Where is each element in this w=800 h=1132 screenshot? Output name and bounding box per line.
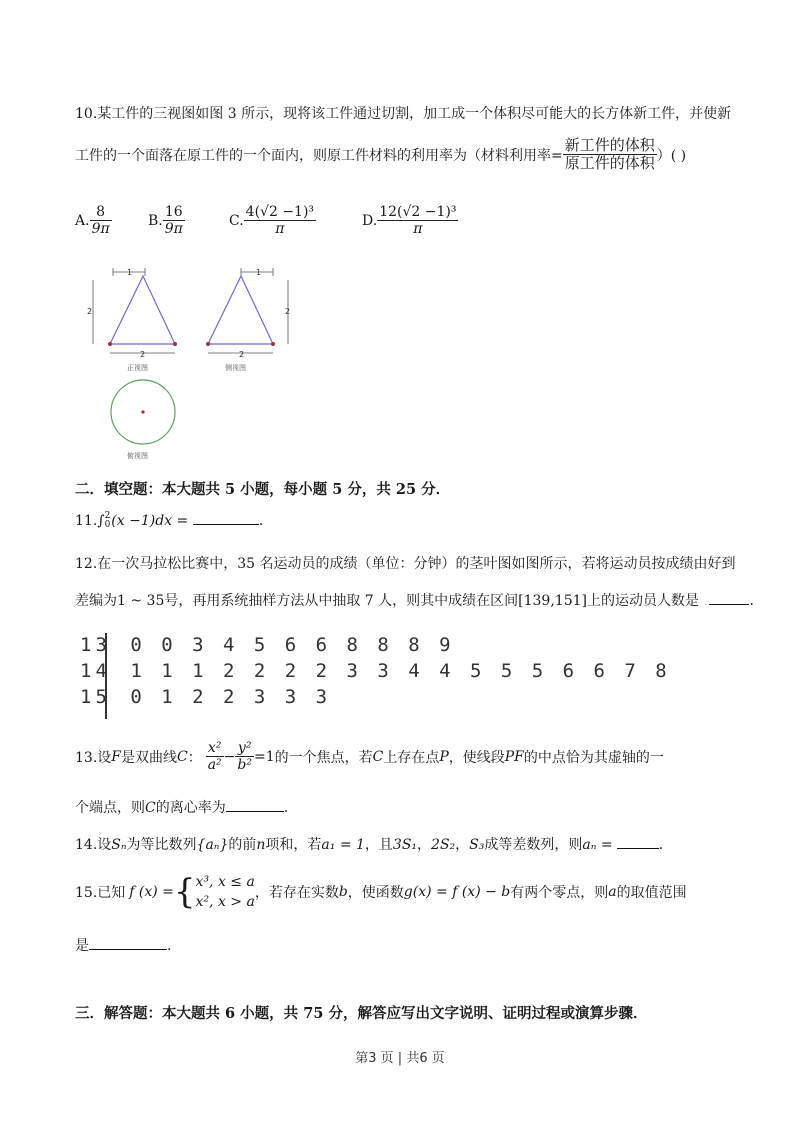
q15-text-4: 有两个零点，则 (510, 885, 609, 901)
option-b-fraction (163, 204, 185, 237)
option-d-den: π (413, 221, 423, 238)
q15-text-5: 的取值范围 (616, 885, 687, 901)
side-dim-base: 2 (239, 350, 245, 359)
q14-an-eq: aₙ = (582, 837, 613, 853)
q15-line2-text: 是 (75, 938, 89, 954)
q15-end: . (167, 938, 172, 954)
top-view-label: 俯视图 (127, 452, 148, 460)
q14-an-set: {aₙ} (196, 837, 229, 853)
q14-S3: S₃ (469, 837, 485, 853)
q13-C: C (176, 748, 188, 765)
q14-Sn: Sₙ (111, 837, 127, 853)
option-b-num: 16 (163, 204, 185, 221)
q13-line2-C: C (145, 800, 156, 816)
q14-text-3: 的前 (228, 837, 257, 853)
side-dim-top: 1 (256, 268, 262, 277)
q13-text-5: ，使线段 (448, 749, 505, 766)
option-d-fraction (377, 204, 458, 237)
q14-text-5: ，且 (364, 837, 393, 853)
q14-a1-eq: a₁ = 1 (321, 837, 365, 853)
q14-2S2: 2S₂ (431, 837, 456, 853)
q13-text-1: 13.设 (75, 749, 112, 766)
q14-text-4: 项和，若 (265, 837, 322, 853)
option-a-label: A. (75, 212, 90, 229)
q14-end: . (658, 837, 664, 853)
q14 (75, 834, 663, 854)
option-b-den: 9π (164, 221, 183, 238)
page-footer: 第3 页 | 共6 页 (355, 1051, 445, 1066)
leaves-13: 0 0 3 4 5 6 6 8 8 8 9 (130, 634, 455, 656)
q14-3S1: 3S₁ (392, 837, 418, 853)
section-2-title: 二．填空题：本大题共 5 小题，每小题 5 分，共 25 分． (75, 481, 451, 498)
q11 (75, 512, 263, 530)
q13-F: F (111, 748, 121, 765)
option-d (362, 204, 458, 237)
q13-line2 (75, 797, 288, 817)
q12-line2-text: 差编为1 ~ 35号，再用系统抽样方法从中抽取 7 人，则其中成绩在区间[139,151]上的运动员人数是 (75, 593, 699, 609)
q13-end: . (283, 800, 289, 816)
option-c-label: C. (229, 212, 244, 229)
front-dim-height: 2 (87, 307, 93, 316)
option-b-label: B. (148, 212, 163, 229)
q15-text-1: 15.已知 (75, 885, 126, 901)
q11-lower-limit: 0 (104, 520, 111, 530)
q13-x-fraction (206, 740, 224, 773)
q15-line2 (75, 935, 171, 955)
q10-line2-suffix: ）( ) (656, 147, 687, 164)
q13-y2: y² (235, 740, 254, 757)
q13-text-6: 的中点恰为其虚轴的一 (523, 749, 664, 766)
q11-answer-blank[interactable] (193, 524, 259, 525)
front-view-label: 正视图 (127, 364, 148, 372)
q14-n: n (256, 837, 266, 853)
q15-text-2: ，若存在实数 (254, 885, 339, 901)
option-d-label: D. (362, 212, 378, 229)
q15-piecewise (196, 872, 255, 912)
stem-leaf-row-14 (80, 659, 671, 683)
option-c (229, 204, 316, 237)
q13-eq1: =1 (253, 748, 275, 765)
q13-a2: a² (207, 757, 222, 774)
stem-leaf-row-13 (80, 633, 455, 657)
ratio-denominator: 原工件的体积 (564, 154, 655, 173)
q13-answer-blank[interactable] (226, 811, 284, 812)
option-a-num: 8 (90, 204, 112, 221)
q15-text-3: ，使函数 (347, 885, 404, 901)
front-view (87, 268, 177, 372)
stem-leaf-row-15 (80, 685, 331, 709)
q13-C2: C (372, 748, 384, 765)
q14-sep-1: ， (417, 837, 432, 853)
q15-line1 (75, 872, 687, 912)
q12-line1: 12.在一次马拉松比赛中，35 名运动员的成绩（单位：分钟）的茎叶图如图所示，若将运动员按成绩由好到 (75, 556, 736, 572)
q15-b: b (338, 884, 348, 900)
q15-case-1: x³, x ≤ a (195, 874, 255, 890)
q10-line1: 10.某工件的三视图如图 3 所示，现将该工件通过切割，加工成一个体积尽可能大的长方体新工件，并使新 (75, 106, 732, 122)
option-c-fraction (244, 204, 316, 237)
q15-brace: { (173, 872, 196, 912)
q10-line2-prefix: 工件的一个面落在原工件的一个面内，则原工件材料的利用率为（材料利用率= (75, 147, 563, 164)
three-view-figure (75, 262, 335, 462)
option-d-num: 12(√2 −1)³ (379, 204, 457, 220)
option-a (75, 204, 112, 237)
option-b (148, 204, 185, 237)
ratio-numerator: 新工件的体积 (564, 136, 655, 154)
option-a-den: 9π (91, 221, 110, 238)
q13-line2-text-a: 个端点，则 (75, 800, 145, 816)
leaves-15: 0 1 2 2 3 3 3 (130, 686, 332, 708)
q13-text-3: 的一个焦点，若 (274, 749, 373, 766)
q15-gx: g(x) = f (x) − b (403, 884, 511, 900)
q13-y-fraction (235, 740, 254, 773)
q13-line2-text-b: 的离心率为 (155, 800, 226, 816)
q13-colon: ： (187, 749, 202, 766)
q12-line2 (75, 590, 754, 610)
leaves-14: 1 1 1 2 2 2 2 3 3 4 4 5 5 5 6 6 7 8 (130, 660, 671, 682)
q13-line1 (75, 740, 664, 773)
q14-sep-2: ， (455, 837, 470, 853)
stem-13: 13 (80, 634, 111, 656)
option-c-num: 4(√2 −1)³ (245, 204, 315, 220)
q10-line2 (75, 137, 686, 173)
q15-answer-blank[interactable] (89, 949, 167, 950)
q11-prefix: 11.∫ (75, 513, 105, 529)
q13-P: P (439, 748, 449, 765)
q13-text-2: 是双曲线 (120, 749, 177, 766)
side-view-label: 侧视图 (225, 364, 246, 372)
q14-answer-blank[interactable] (617, 848, 659, 849)
stem-15: 15 (80, 686, 111, 708)
q11-upper-limit: 2 (104, 511, 111, 521)
section-3-title: 三．解答题：本大题共 6 小题，共 75 分，解答应写出文字说明、证明过程或演算步骤． (75, 1005, 648, 1022)
side-view (206, 268, 290, 372)
q13-PF: PF (504, 748, 524, 765)
q13-text-4: 上存在点 (383, 749, 440, 766)
q12-answer-blank[interactable] (709, 604, 749, 605)
side-dim-height: 2 (285, 307, 291, 316)
q14-text-2: 为等比数列 (126, 837, 197, 853)
q14-text-6: 成等差数列，则 (484, 837, 583, 853)
front-dim-base: 2 (140, 350, 146, 359)
q13-b2: b² (237, 757, 252, 774)
q15-case-2: x², x > a (195, 894, 255, 910)
q13-minus: − (223, 748, 236, 765)
q11-end: . (258, 513, 264, 529)
q15-a: a (608, 884, 617, 900)
front-dim-top: 1 (127, 268, 133, 277)
q14-text-1: 14.设 (75, 837, 112, 853)
top-view (111, 380, 175, 460)
option-a-fraction (90, 204, 112, 237)
option-c-den: π (275, 221, 285, 238)
utilization-ratio-fraction (563, 137, 657, 173)
q11-integrand: (x −1)dx = (111, 513, 189, 529)
q15-fx: f (x) = (129, 884, 174, 900)
q12-end: . (749, 593, 754, 609)
q13-x2: x² (206, 740, 224, 757)
stem-14: 14 (80, 660, 111, 682)
q11-limits (105, 512, 111, 530)
